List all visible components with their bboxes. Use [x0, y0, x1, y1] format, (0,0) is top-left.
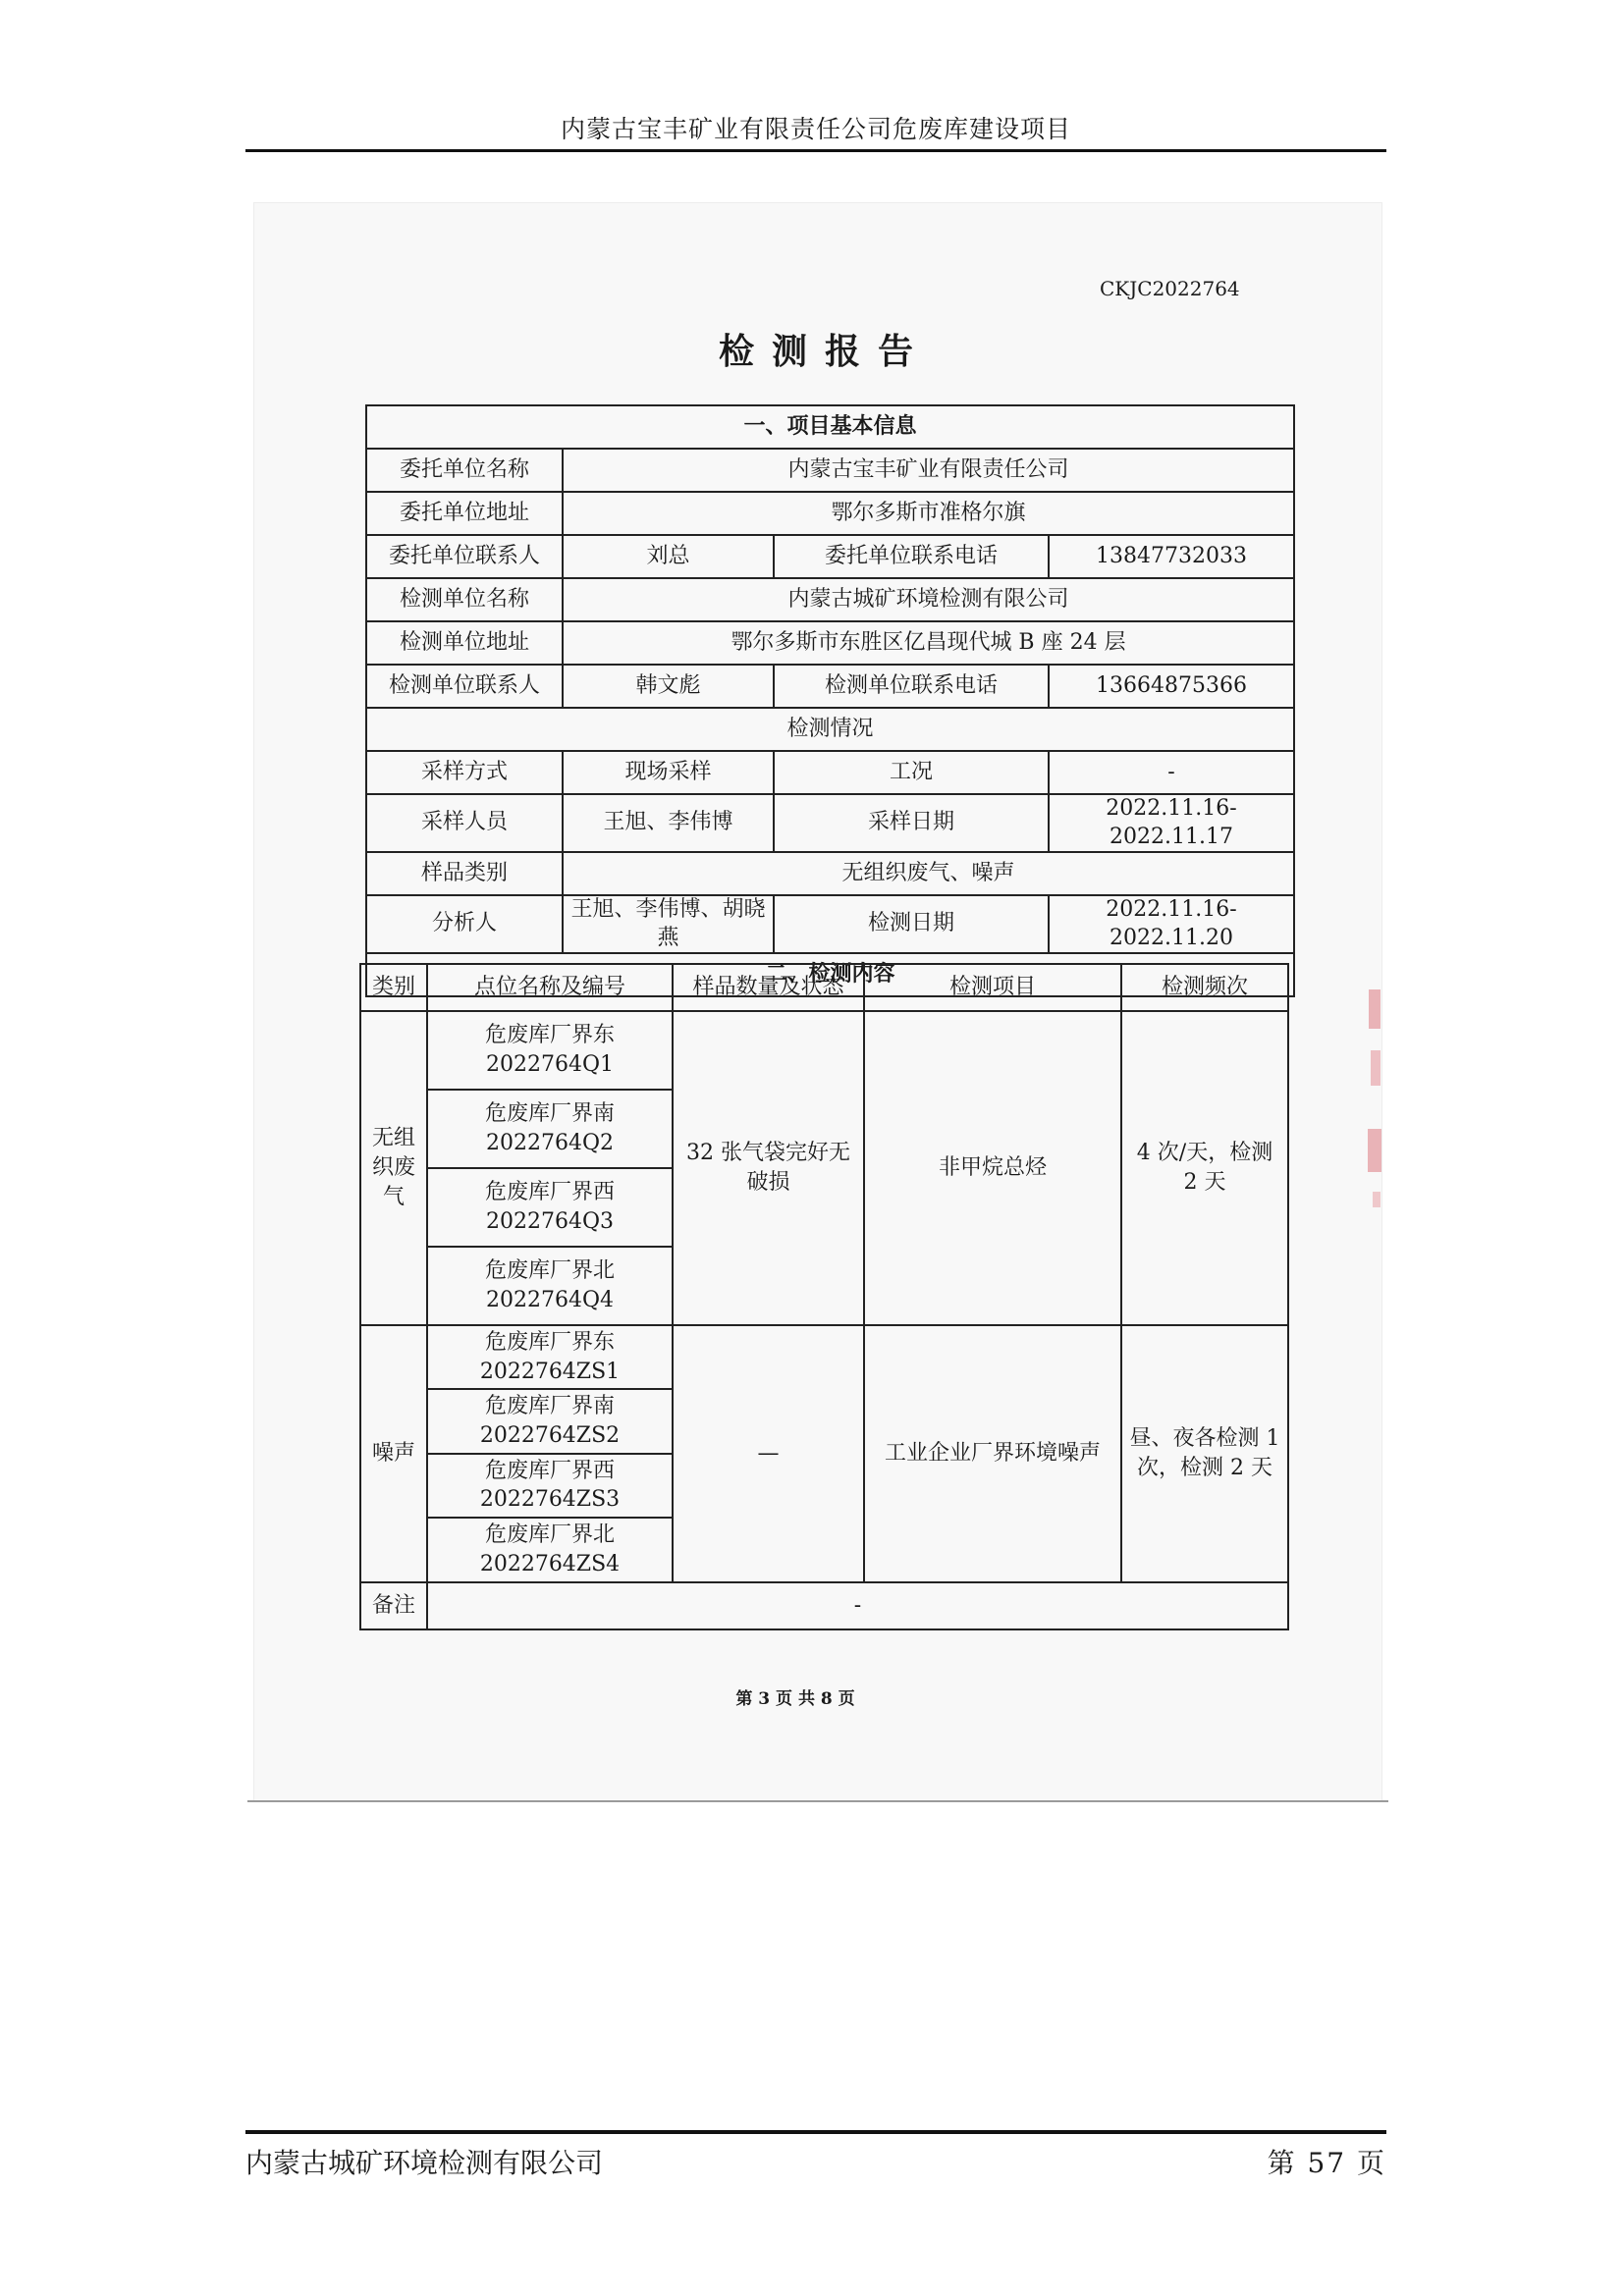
table-row [366, 405, 1294, 449]
header-rule [245, 149, 1386, 152]
test-date-value: 2022.11.16-2022.11.20 [1049, 895, 1294, 953]
table-row [366, 578, 1294, 621]
gas-test-frequency: 4 次/天，检测 2 天 [1121, 1011, 1288, 1325]
gas-point-2 [427, 1090, 673, 1168]
red-seal-stamp-icon [1365, 982, 1388, 1217]
section-title-situation: 检测情况 [366, 708, 1294, 751]
sampling-method-label: 采样方式 [366, 751, 563, 794]
table-row [366, 852, 1294, 895]
point-name: 危废库厂界西 [484, 1458, 615, 1483]
client-phone-label: 委托单位联系电话 [774, 535, 1049, 578]
samplers-label: 采样人员 [366, 794, 563, 852]
point-name: 危废库厂界南 [484, 1101, 615, 1127]
point-code: 2022764Q4 [485, 1288, 614, 1312]
client-address-label: 委托单位地址 [366, 492, 563, 535]
point-code: 2022764Q1 [485, 1052, 614, 1077]
point-name: 危废库厂界东 [484, 1330, 615, 1355]
table-row [366, 621, 1294, 665]
gas-point-1 [427, 1011, 673, 1090]
point-name: 危废库厂界北 [484, 1258, 615, 1284]
client-phone-value: 13847732033 [1049, 535, 1294, 578]
samplers-value: 王旭、李伟博 [563, 794, 774, 852]
lab-name-value: 内蒙古城矿环境检测有限公司 [563, 578, 1294, 621]
gas-point-4 [427, 1247, 673, 1325]
col-header-freq: 检测频次 [1121, 964, 1288, 1011]
point-name: 危废库厂界西 [484, 1180, 615, 1205]
gas-test-item: 非甲烷总烃 [864, 1011, 1121, 1325]
noise-point-1 [427, 1325, 673, 1389]
table-row [360, 1011, 1288, 1090]
lab-phone-value: 13664875366 [1049, 665, 1294, 708]
noise-point-4 [427, 1518, 673, 1581]
sampling-date-value: 2022.11.16-2022.11.17 [1049, 794, 1294, 852]
gas-sample-status: 32 张气袋完好无破损 [673, 1011, 864, 1325]
table-row [366, 794, 1294, 852]
scan-page-note: 第 3 页 共 8 页 [735, 1689, 855, 1709]
noise-point-2 [427, 1389, 673, 1453]
table-row [360, 964, 1288, 1011]
gas-point-3 [427, 1168, 673, 1247]
point-code: 2022764ZS1 [479, 1359, 621, 1384]
table-row [366, 492, 1294, 535]
footer-page-number: 第 57 页 [1267, 2147, 1386, 2179]
point-name: 危废库厂界南 [484, 1394, 615, 1419]
noise-test-item: 工业企业厂界环境噪声 [864, 1325, 1121, 1582]
condition-value: - [1049, 751, 1294, 794]
lab-name-label: 检测单位名称 [366, 578, 563, 621]
point-code: 2022764Q3 [485, 1209, 614, 1234]
table-row [366, 751, 1294, 794]
analyst-value: 王旭、李伟博、胡晓燕 [563, 895, 774, 953]
test-date-label: 检测日期 [774, 895, 1049, 953]
lab-phone-label: 检测单位联系电话 [774, 665, 1049, 708]
lab-contact-label: 检测单位联系人 [366, 665, 563, 708]
lab-contact-value: 韩文彪 [563, 665, 774, 708]
client-name-label: 委托单位名称 [366, 449, 563, 492]
point-name: 危废库厂界东 [484, 1023, 615, 1048]
client-contact-label: 委托单位联系人 [366, 535, 563, 578]
table-row [366, 535, 1294, 578]
table-row [366, 708, 1294, 751]
table-row [366, 449, 1294, 492]
remark-label: 备注 [360, 1582, 427, 1629]
footer-rule [245, 2130, 1386, 2134]
sample-type-label: 样品类别 [366, 852, 563, 895]
point-code: 2022764Q2 [485, 1131, 614, 1155]
table-row [360, 1325, 1288, 1389]
col-header-point: 点位名称及编号 [427, 964, 673, 1011]
condition-label: 工况 [774, 751, 1049, 794]
document-header-title: 内蒙古宝丰矿业有限责任公司危废库建设项目 [560, 115, 1071, 143]
test-content-table [359, 963, 1289, 1630]
gas-category: 无组织废气 [360, 1011, 427, 1325]
noise-test-frequency: 昼、夜各检测 1 次，检测 2 天 [1121, 1325, 1288, 1582]
point-code: 2022764ZS4 [479, 1551, 621, 1576]
sampling-date-label: 采样日期 [774, 794, 1049, 852]
point-name: 危废库厂界北 [484, 1522, 615, 1548]
sample-type-value: 无组织废气、噪声 [563, 852, 1294, 895]
remark-value: - [427, 1582, 1288, 1629]
analyst-label: 分析人 [366, 895, 563, 953]
basic-info-table [365, 404, 1295, 997]
table-row [360, 1582, 1288, 1629]
client-address-value: 鄂尔多斯市准格尔旗 [563, 492, 1294, 535]
table-row [366, 895, 1294, 953]
point-code: 2022764ZS2 [479, 1423, 621, 1449]
col-header-category: 类别 [360, 964, 427, 1011]
scan-edge-line [247, 1800, 1388, 1802]
col-header-sample: 样品数量及状态 [673, 964, 864, 1011]
section-title-content: 二、检测内容 [366, 953, 1294, 996]
col-header-item: 检测项目 [864, 964, 1121, 1011]
client-name-value: 内蒙古宝丰矿业有限责任公司 [563, 449, 1294, 492]
lab-address-label: 检测单位地址 [366, 621, 563, 665]
noise-sample-status: — [673, 1325, 864, 1582]
footer-company: 内蒙古城矿环境检测有限公司 [245, 2147, 604, 2179]
table-row [366, 665, 1294, 708]
noise-point-3 [427, 1454, 673, 1518]
sampling-method-value: 现场采样 [563, 751, 774, 794]
report-title: 检测报告 [718, 332, 931, 372]
section-title-basic-info: 一、项目基本信息 [366, 405, 1294, 449]
point-code: 2022764ZS3 [479, 1487, 621, 1513]
report-code: CKJC2022764 [1100, 277, 1240, 300]
lab-address-value: 鄂尔多斯市东胜区亿昌现代城 B 座 24 层 [563, 621, 1294, 665]
noise-category: 噪声 [360, 1325, 427, 1582]
client-contact-value: 刘总 [563, 535, 774, 578]
